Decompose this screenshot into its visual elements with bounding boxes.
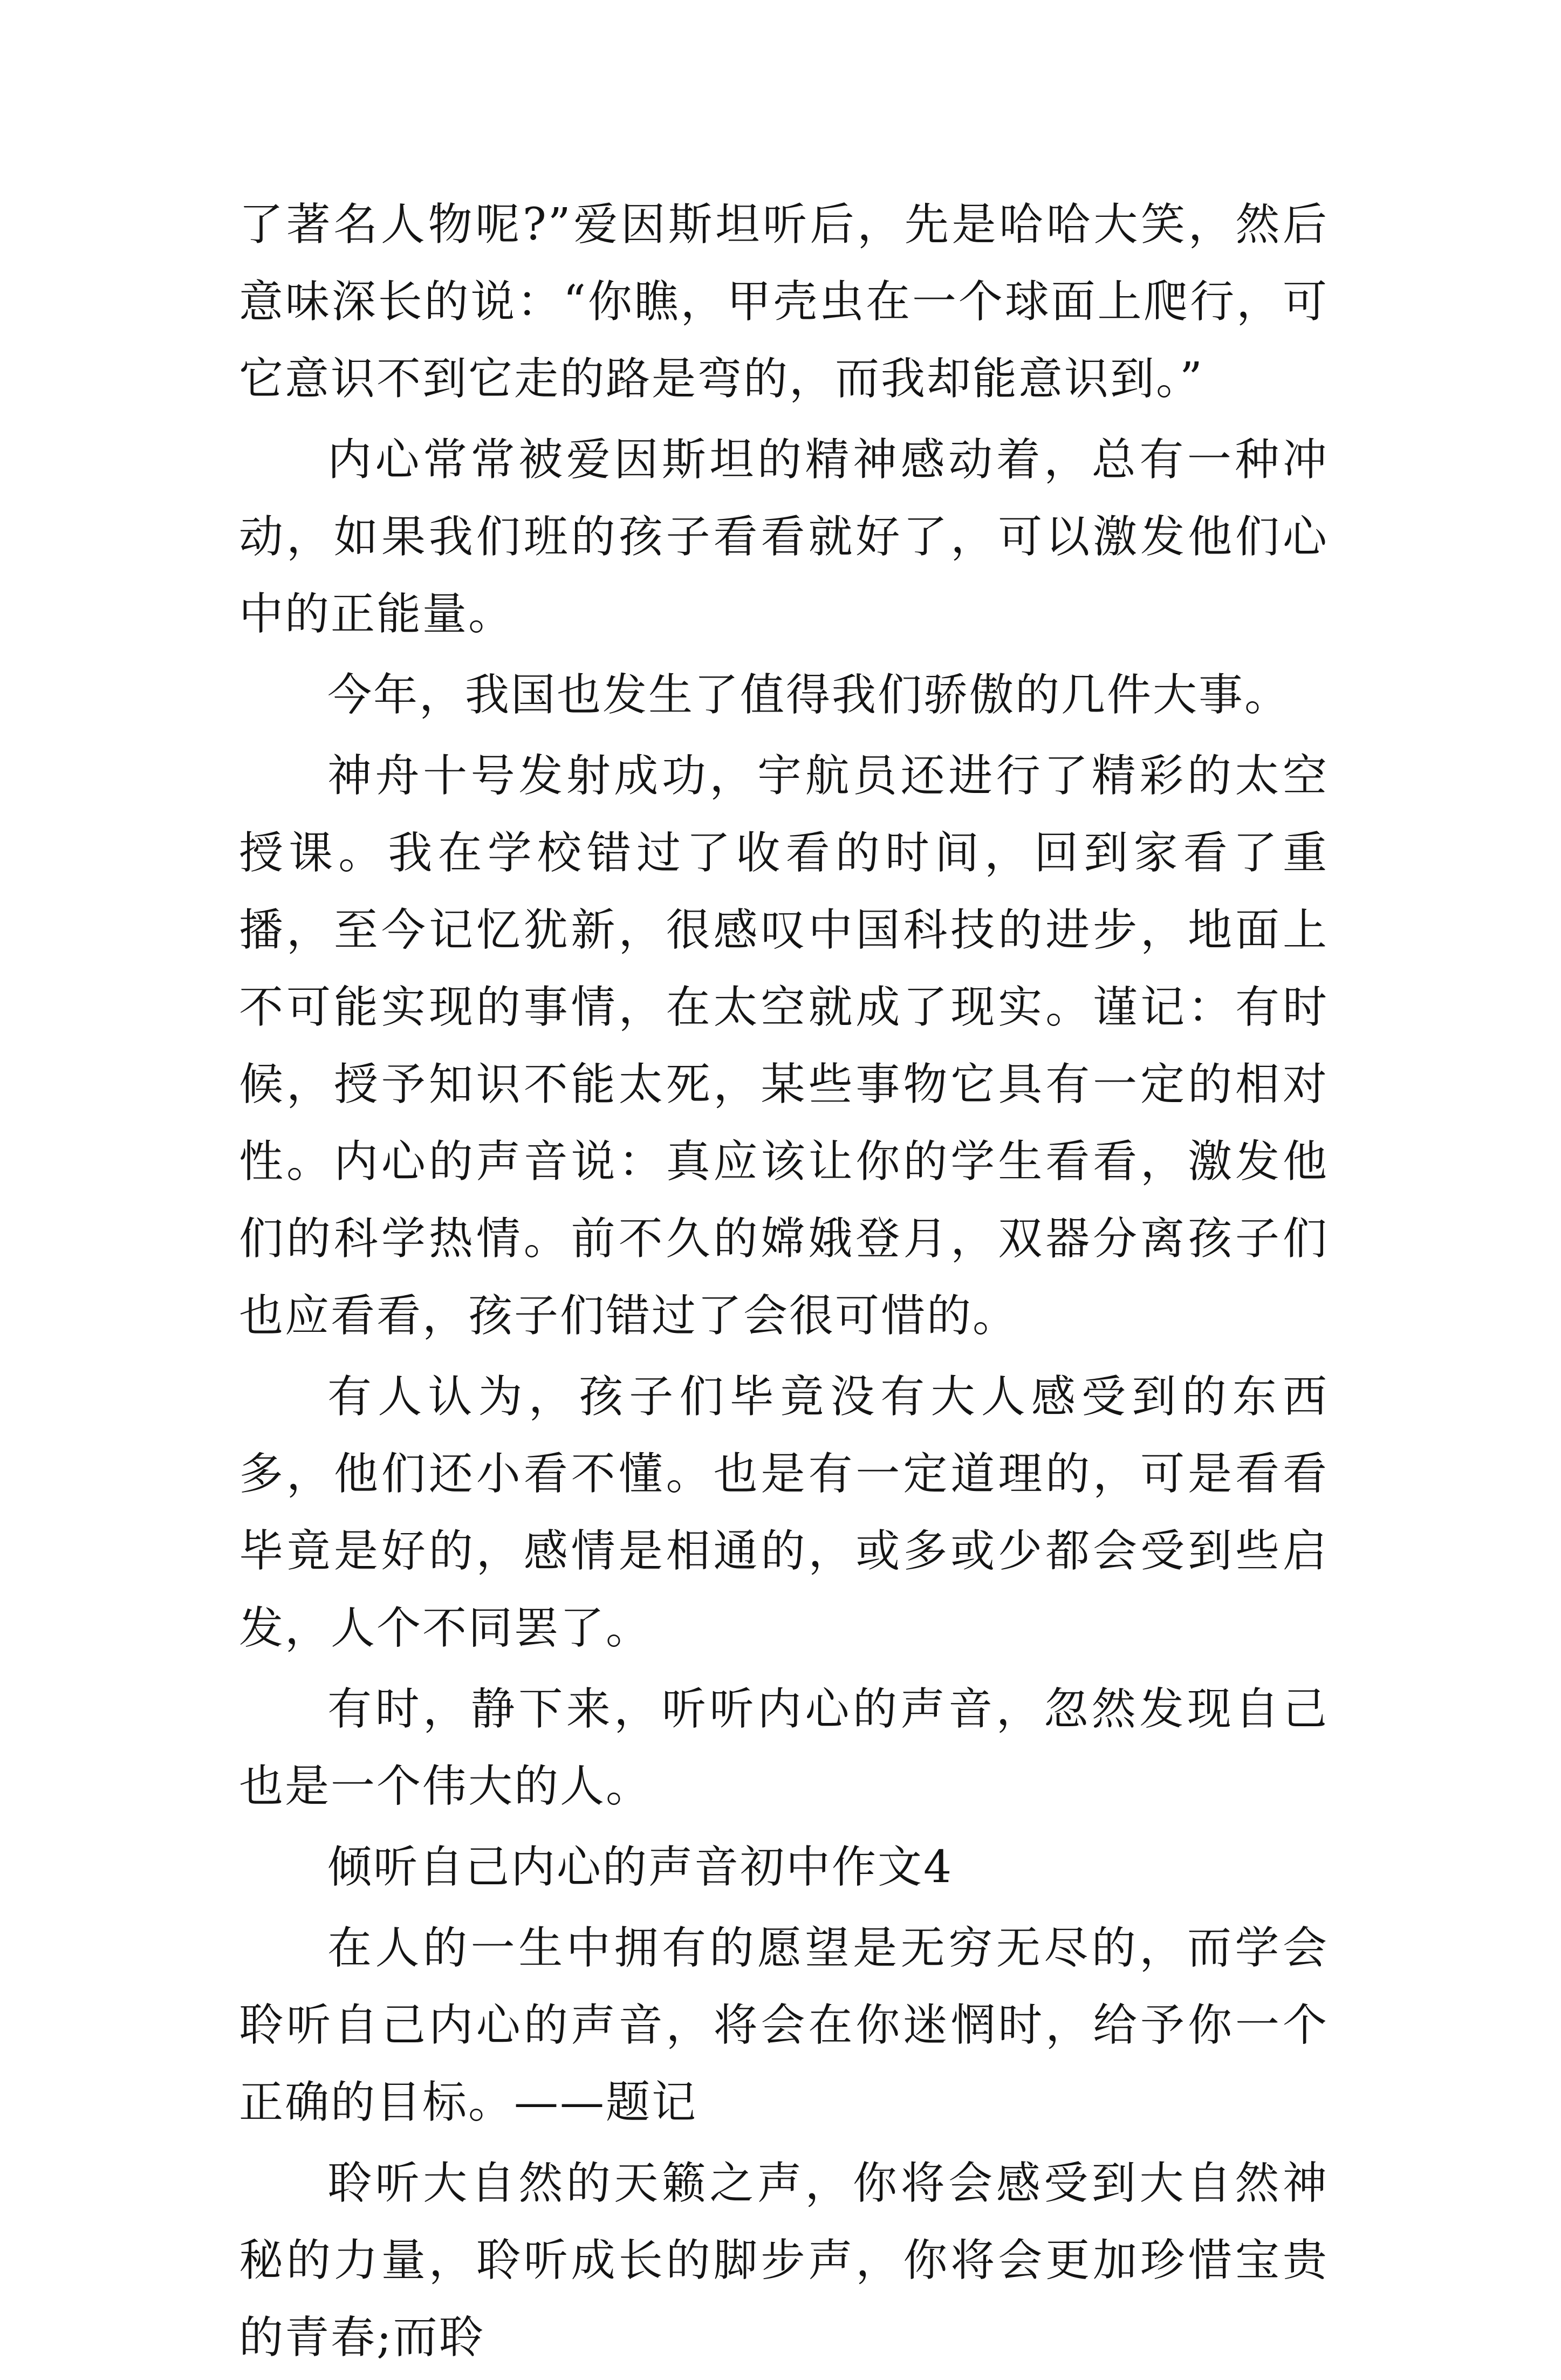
paragraph-5: 有人认为，孩子们毕竟没有大人感受到的东西多，他们还小看不懂。也是有一定道理的，可是看看毕竟是好的，感情是相通的，或多或少都会受到些启发，人个不同罢了。 — [239, 1371, 1329, 1654]
text-column — [239, 186, 1329, 2380]
paragraph-1: 了著名人物呢?”爱因斯坦听后，先是哈哈大笑，然后意味深长的说：“你瞧，甲壳虫在一个球面上爬行，可它意识不到它走的路是弯的，而我却能意识到。” — [239, 199, 1329, 405]
paragraph-4: 神舟十号发射成功，宇航员还进行了精彩的太空授课。我在学校错过了收看的时间，回到家看了重播，至今记忆犹新，很感叹中国科技的进步，地面上不可能实现的事情，在太空就成了现实。谨记：有时候，授予知识不能太死，某些事物它具有一定的相对性。内心的声音说：真应该让你的学生看看，激发他们的科学热情。前不久的嫦娥登月，双器分离孩子们也应看看，孩子们错过了会很可惜的。 — [239, 750, 1329, 1342]
paragraph-epigraph: 在人的一生中拥有的愿望是无穷无尽的，而学会聆听自己内心的声音，将会在你迷惘时，给予你一个正确的目标。——题记 — [239, 1923, 1329, 2128]
paragraph-3: 今年，我国也发生了值得我们骄傲的几件大事。 — [327, 669, 1291, 721]
paragraph-6: 有时，静下来，听听内心的声音，忽然发现自己也是一个伟大的人。 — [239, 1684, 1329, 1812]
section-heading: 倾听自己内心的声音初中作文4 — [327, 1842, 954, 1893]
paragraph-last: 聆听大自然的天籁之声，你将会感受到大自然神秘的力量，聆听成长的脚步声，你将会更加珍惜宝贵的青春;而聆 — [239, 2158, 1329, 2363]
paragraph-2: 内心常常被爱因斯坦的精神感动着，总有一种冲动，如果我们班的孩子看看就好了，可以激发他们心中的正能量。 — [239, 434, 1329, 640]
